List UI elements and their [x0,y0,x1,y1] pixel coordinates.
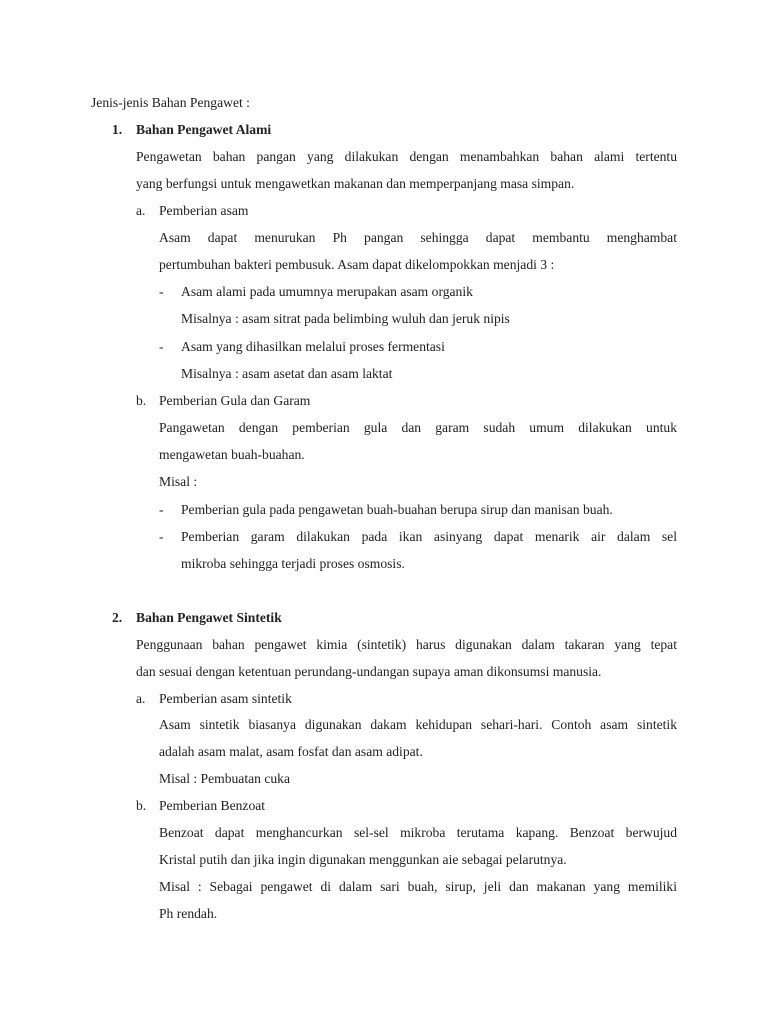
paragraph-line: Kristal putih dan jika ingin digunakan menggunkan aie sebagai pelarutnya. [159,852,567,867]
section-2-paragraph-line: dan sesuai dengan ketentuan perundang-undangan supaya aman dikonsumsi manusia. [136,664,602,679]
subsection-heading: Pemberian Benzoat [159,798,266,813]
bullet-dash: - [159,529,164,544]
paragraph-line: pertumbuhan bakteri pembusuk. Asam dapat dikelompokkan menjadi 3 : [159,257,555,272]
paragraph-line: Misal : Sebagai pengawet di dalam sari buah, sirup, jeli dan makanan yang memiliki [159,879,677,894]
section-1-heading: Bahan Pengawet Alami [136,122,272,137]
list-marker: b. [136,798,147,813]
bullet-dash: - [159,339,164,354]
misal-label: Misal : [159,474,198,489]
section-2-paragraph-line: Penggunaan bahan pengawet kimia (sintetik) harus digunakan dalam takaran yang tepat [136,637,677,652]
paragraph-line: adalah asam malat, asam fosfat dan asam adipat. [159,744,423,759]
section-1-paragraph-line: yang berfungsi untuk mengawetkan makanan dan memperpanjang masa simpan. [136,176,575,191]
paragraph-line: Benzoat dapat menghancurkan sel-sel mikroba terutama kapang. Benzoat berwujud [159,825,677,840]
paragraph-line: Asam sintetik biasanya digunakan dakam kehidupan sehari-hari. Contoh asam sintetik [159,717,677,732]
section-1-number: 1. [112,122,123,137]
bullet-dash: - [159,502,164,517]
list-marker: a. [136,203,146,218]
list-marker: b. [136,393,147,408]
bullet-item: Asam yang dihasilkan melalui proses fermentasi [181,339,445,354]
bullet-item: Pemberian gula pada pengawetan buah-buahan berupa sirup dan manisan buah. [181,502,613,517]
section-2-heading: Bahan Pengawet Sintetik [136,610,282,625]
subsection-heading: Pemberian Gula dan Garam [159,393,311,408]
document-title: Jenis-jenis Bahan Pengawet : [91,95,250,110]
section-1-paragraph-line: Pengawetan bahan pangan yang dilakukan dengan menambahkan bahan alami tertentu [136,149,677,164]
paragraph-line: Pangawetan dengan pemberian gula dan garam sudah umum dilakukan untuk [159,420,677,435]
bullet-dash: - [159,284,164,299]
paragraph-line: Asam dapat menurukan Ph pangan sehingga dapat membantu menghambat [159,230,677,245]
bullet-item: Asam alami pada umumnya merupakan asam organik [181,284,473,299]
section-2-number: 2. [112,610,123,625]
misal-line: Misal : Pembuatan cuka [159,771,290,786]
paragraph-line: mengawetan buah-buahan. [159,447,305,462]
bullet-example: Misalnya : asam asetat dan asam laktat [181,366,393,381]
subsection-heading: Pemberian asam [159,203,249,218]
bullet-example: Misalnya : asam sitrat pada belimbing wuluh dan jeruk nipis [181,311,510,326]
subsection-heading: Pemberian asam sintetik [159,691,292,706]
list-marker: a. [136,691,146,706]
bullet-item-continuation: mikroba sehingga terjadi proses osmosis. [181,556,405,571]
paragraph-line: Ph rendah. [159,906,218,921]
bullet-item: Pemberian garam dilakukan pada ikan asinyang dapat menarik air dalam sel [181,529,677,544]
